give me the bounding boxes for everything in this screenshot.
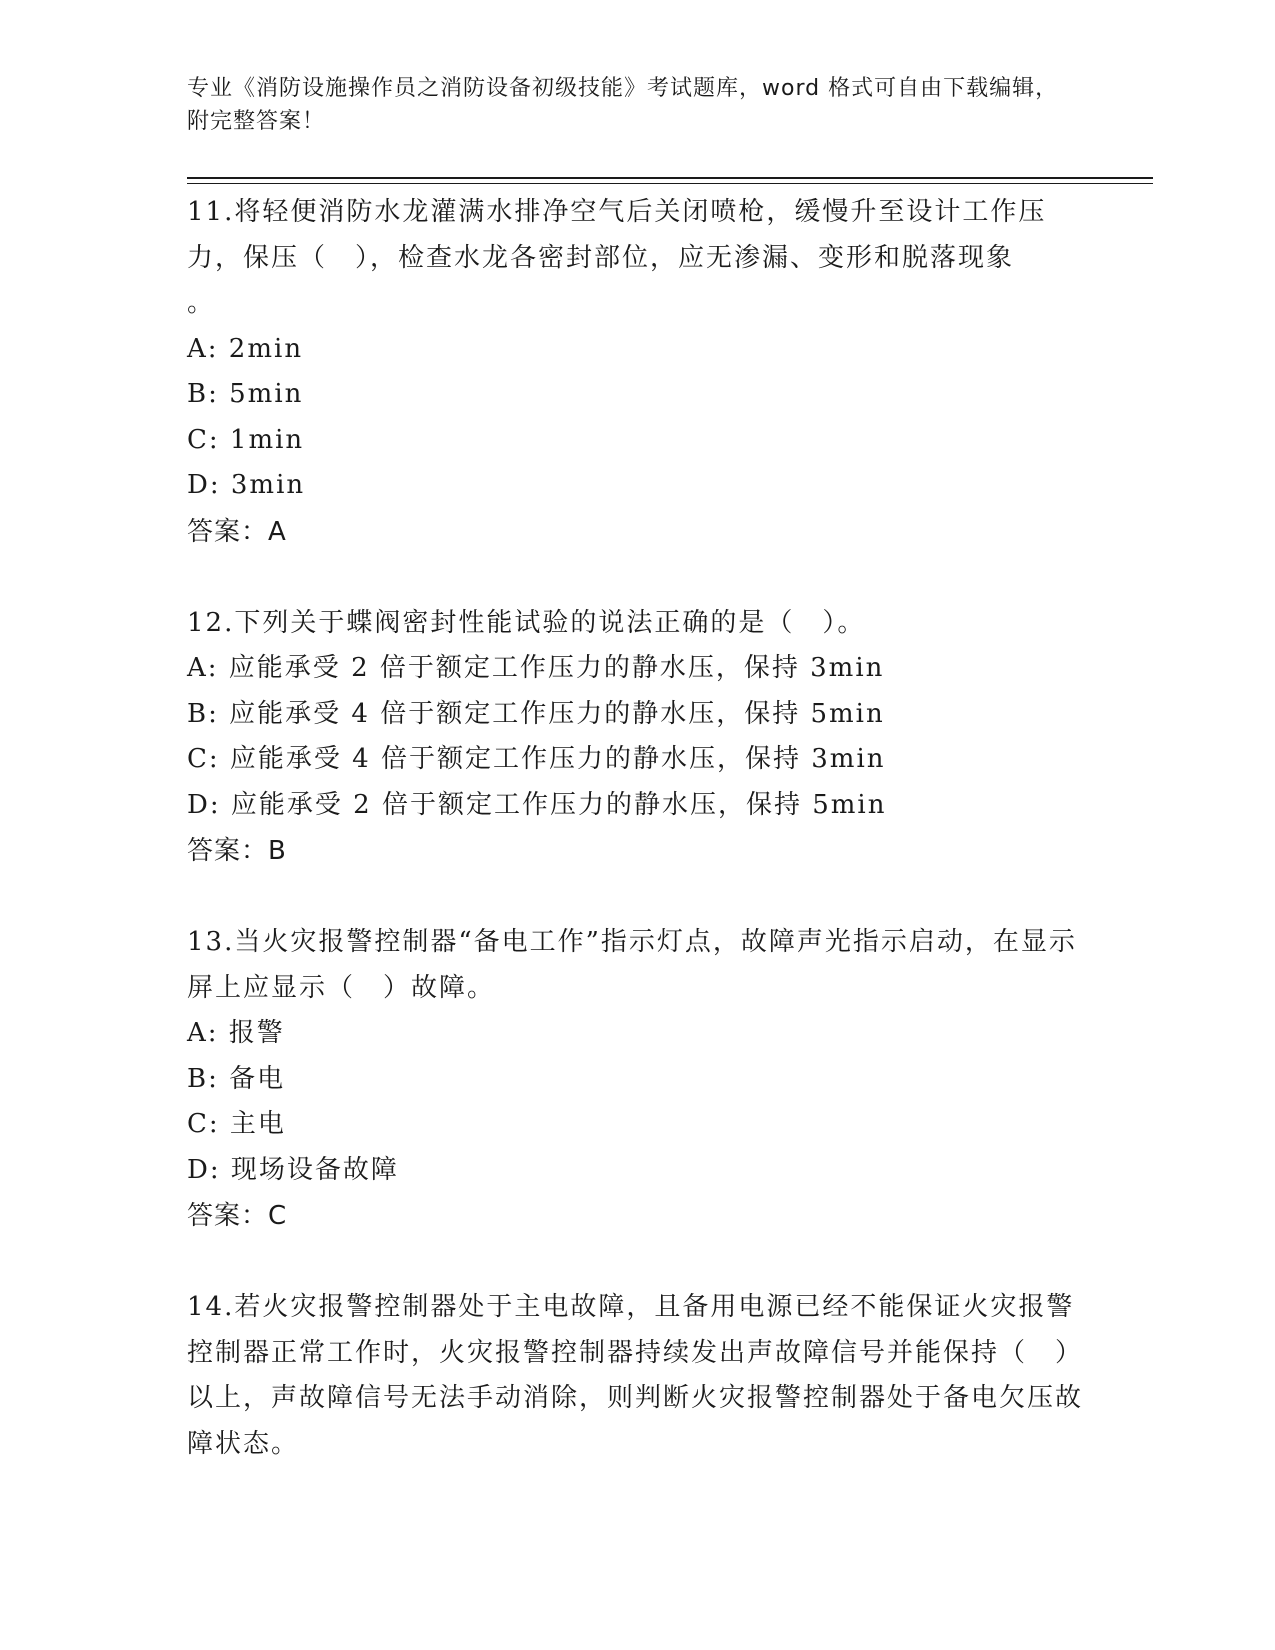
question-14 <box>187 1285 1087 1467</box>
option-b: B: 5min <box>187 379 304 409</box>
question-12 <box>187 601 1087 875</box>
question-13 <box>187 920 1087 1239</box>
question-stem: 14.若火灾报警控制器处于主电故障，且备用电源已经不能保证火灾报警控制器正常工作时，火灾报警控制器持续发出声故障信号并能保持（ ）以上，声故障信号无法手动消除，则判断火灾报警控制器处于备电欠压故障状态。 <box>187 1292 1084 1459</box>
header-rule-thick <box>187 177 1153 179</box>
option-a: A: 2min <box>187 333 304 364</box>
answer: 答案：C <box>187 1201 288 1231</box>
answer: 答案：A <box>187 516 287 547</box>
question-list <box>187 190 1087 1513</box>
option-list <box>187 1011 1087 1193</box>
question-11 <box>187 190 1087 555</box>
option-a: A: 报警 <box>187 1018 285 1048</box>
option-d: D: 3min <box>187 470 306 500</box>
option-a: A: 应能承受 2 倍于额定工作压力的静水压，保持 3min <box>187 653 885 683</box>
option-d: D: 现场设备故障 <box>187 1154 399 1185</box>
option-list <box>187 646 1087 828</box>
question-stem: 12.下列关于蝶阀密封性能试验的说法正确的是（ ）。 <box>187 607 866 638</box>
option-b: B: 应能承受 4 倍于额定工作压力的静水压，保持 5min <box>187 698 885 729</box>
option-c: C: 1min <box>187 424 305 455</box>
page-header: 专业《消防设施操作员之消防设备初级技能》考试题库，word 格式可自由下载编辑，附完整答案！ <box>187 76 1059 134</box>
option-c: C: 应能承受 4 倍于额定工作压力的静水压，保持 3min <box>187 744 886 774</box>
option-c: C: 主电 <box>187 1109 286 1139</box>
option-list <box>187 327 1087 509</box>
option-d: D: 应能承受 2 倍于额定工作压力的静水压，保持 5min <box>187 789 887 820</box>
option-b: B: 备电 <box>187 1063 286 1094</box>
answer: 答案：B <box>187 836 287 866</box>
question-stem: 11.将轻便消防水龙灌满水排净空气后关闭喷枪，缓慢升至设计工作压力，保压（ ），检查水龙各密封部位，应无渗漏、变形和脱落现象 。 <box>187 197 1047 318</box>
question-stem: 13.当火灾报警控制器“备电工作”指示灯点，故障声光指示启动，在显示屏上应显示（ ）故障。 <box>187 927 1077 1003</box>
header-rule-thin <box>187 183 1153 184</box>
